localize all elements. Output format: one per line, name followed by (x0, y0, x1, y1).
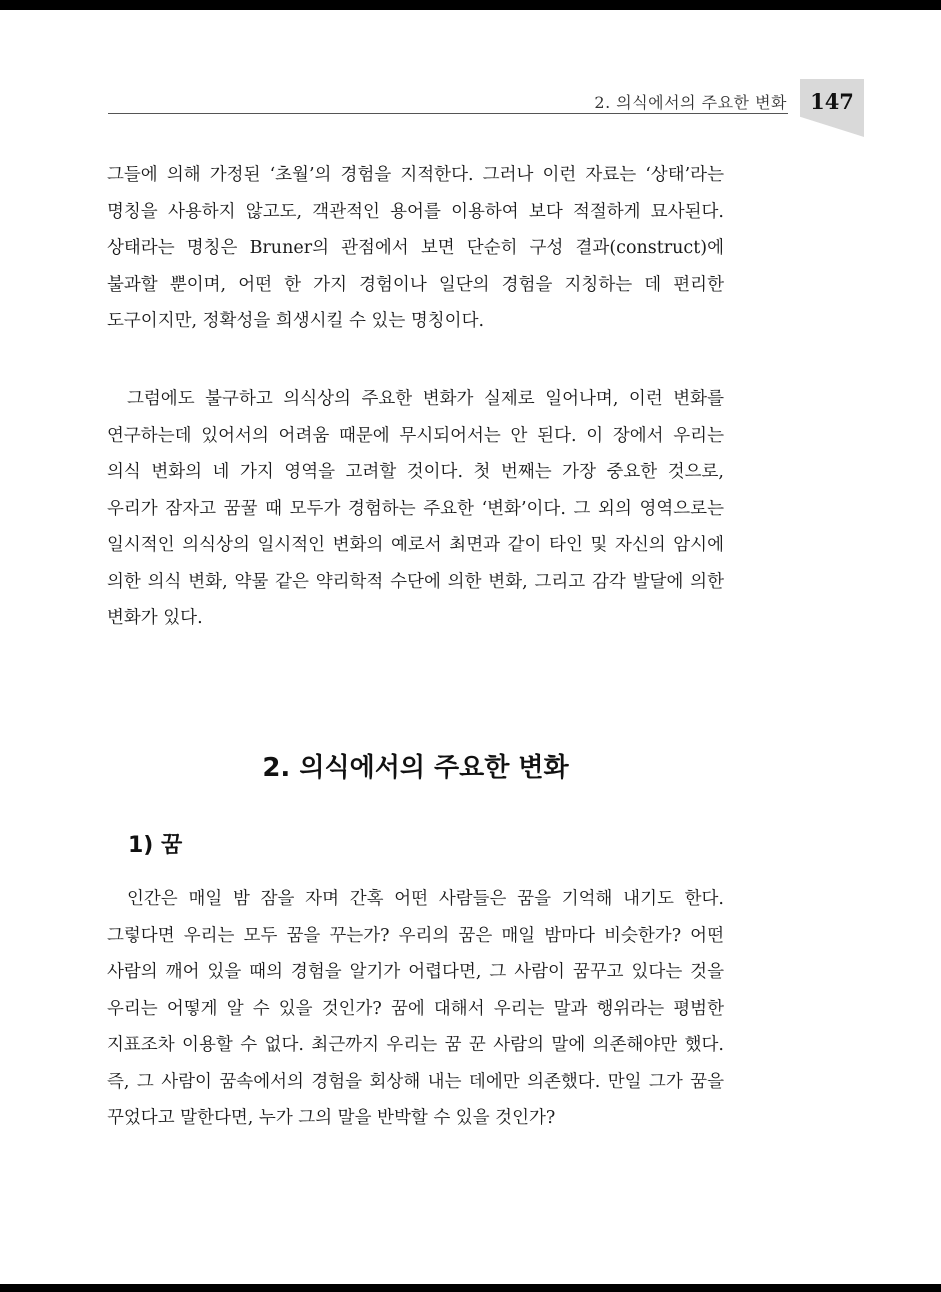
subsection-heading: 1) 꿈 (128, 833, 183, 858)
section-heading: 2. 의식에서의 주요한 변화 (262, 753, 569, 783)
running-header-title: 2. 의식에서의 주요한 변화 (594, 93, 787, 112)
body-paragraph-2: 그럼에도 불구하고 의식상의 주요한 변화가 실제로 일어나며, 이런 변화를 연구하는데 있어서의 어려움 때문에 무시되어서는 안 된다. 이 장에서 우리는 의식 변화의 네 가지 영역을 고려할 것이다. 첫 번째는 가장 중요한 것으로, 우리가 잠자고 꿈꿀 때 모두가 경험하는 주요한 ‘변화’이다. 그 외의 영역으로는 일시적인 의식상의 일시적인 변화의 예로서 최면과 같이 타인 및 자신의 암시에 의한 의식 변화, 약물 같은 약리학적 수단에 의한 변화, 그리고 감각 발달에 의한 변화가 있다. (107, 389, 724, 628)
header-rule (108, 113, 788, 114)
bottom-border-bar (0, 1284, 941, 1292)
top-border-bar (0, 0, 941, 10)
body-paragraph-1: 그들에 의해 가정된 ‘초월’의 경험을 지적한다. 그러나 이런 자료는 ‘상태’라는 명칭을 사용하지 않고도, 객관적인 용어를 이용하여 보다 적절하게 묘사된다. 상태라는 명칭은 Bruner의 관점에서 보면 단순히 구성 결과(construct)에 불과할 뿐이며, 어떤 한 가지 경험이나 일단의 경험을 지칭하는 데 편리한 도구이지만, 정확성을 희생시킬 수 있는 명칭이다. (107, 165, 724, 331)
page-number: 147 (810, 89, 854, 114)
body-paragraph-3: 인간은 매일 밤 잠을 자며 간혹 어떤 사람들은 꿈을 기억해 내기도 한다. 그렇다면 우리는 모두 꿈을 꾸는가? 우리의 꿈은 매일 밤마다 비슷한가? 어떤 사람의 깨어 있을 때의 경험을 알기가 어렵다면, 그 사람이 꿈꾸고 있다는 것을 우리는 어떻게 알 수 있을 것인가? 꿈에 대해서 우리는 말과 행위라는 평범한 지표조차 이용할 수 없다. 최근까지 우리는 꿈 꾼 사람의 말에 의존해야만 했다. 즉, 그 사람이 꿈속에서의 경험을 회상해 내는 데에만 의존했다. 만일 그가 꿈을 꾸었다고 말한다면, 누가 그의 말을 반박할 수 있을 것인가? (107, 889, 724, 1128)
